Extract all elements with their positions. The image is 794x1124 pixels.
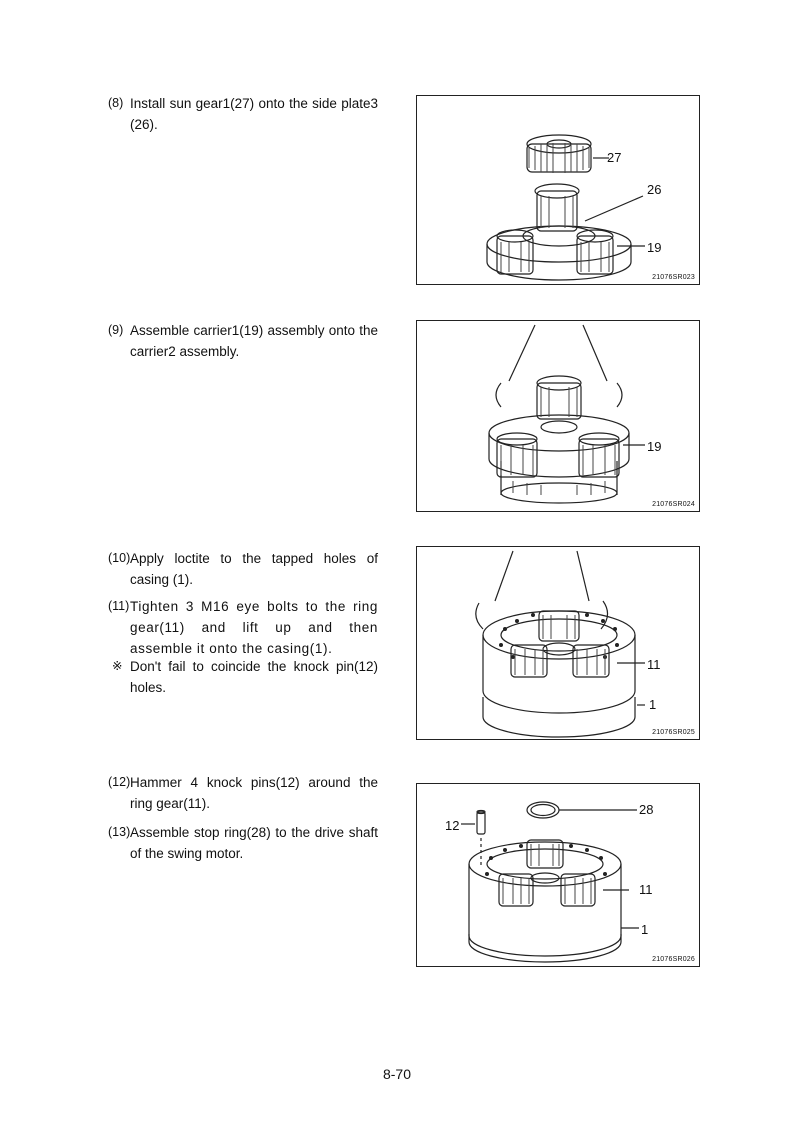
- figure-carrier: [416, 320, 700, 512]
- step-number: (8): [108, 96, 124, 110]
- callout-28: 28: [639, 802, 654, 817]
- figure-sun-gear: [416, 95, 700, 285]
- note-text: Don't fail to coincide the knock pin(12) holes.: [130, 659, 378, 695]
- step-number: (9): [108, 323, 124, 337]
- figure-code: 21076SR025: [652, 729, 695, 736]
- step-11: [108, 596, 378, 659]
- step-text: Assemble stop ring(28) to the drive shaft of the swing motor.: [130, 825, 378, 861]
- callout-12: 12: [445, 818, 460, 833]
- callout-1: 1: [641, 922, 649, 937]
- callout-11: 11: [647, 657, 661, 672]
- callout-11: 11: [639, 882, 653, 897]
- figure-stop-ring: [416, 783, 700, 967]
- figure-code: 21076SR023: [652, 274, 695, 281]
- note-knock-pin: [108, 656, 378, 698]
- step-13: [108, 822, 378, 864]
- page-number: 8-70: [382, 1066, 412, 1082]
- step-text: Tighten 3 M16 eye bolts to the ring gear(11) and lift up and then assemble it onto the casing(1).: [130, 599, 378, 656]
- figure-code: 21076SR024: [652, 501, 695, 508]
- step-text: Apply loctite to the tapped holes of casing (1).: [130, 551, 378, 587]
- callout-26: 26: [647, 182, 662, 197]
- figure-code: 21076SR026: [652, 956, 695, 963]
- step-number: (12): [108, 775, 131, 789]
- step-text: Hammer 4 knock pins(12) around the ring gear(11).: [130, 775, 378, 811]
- step-8: [108, 93, 378, 135]
- note-mark: ※: [112, 659, 123, 673]
- step-text: Assemble carrier1(19) assembly onto the carrier2 assembly.: [130, 323, 378, 359]
- callout-1: 1: [649, 697, 657, 712]
- step-number: (11): [108, 599, 130, 613]
- ring-gear-illustration: [417, 547, 699, 739]
- step-number: (13): [108, 825, 131, 839]
- callout-19: 19: [647, 240, 662, 255]
- carrier-illustration: [417, 321, 699, 511]
- step-number: (10): [108, 551, 131, 565]
- callout-27: 27: [607, 150, 622, 165]
- callout-19: 19: [647, 439, 662, 454]
- step-9: [108, 320, 378, 362]
- step-10: [108, 548, 378, 590]
- step-12: [108, 772, 378, 814]
- step-text: Install sun gear1(27) onto the side plate3 (26).: [130, 96, 378, 132]
- stop-ring-illustration: [417, 784, 699, 966]
- figure-ring-gear: [416, 546, 700, 740]
